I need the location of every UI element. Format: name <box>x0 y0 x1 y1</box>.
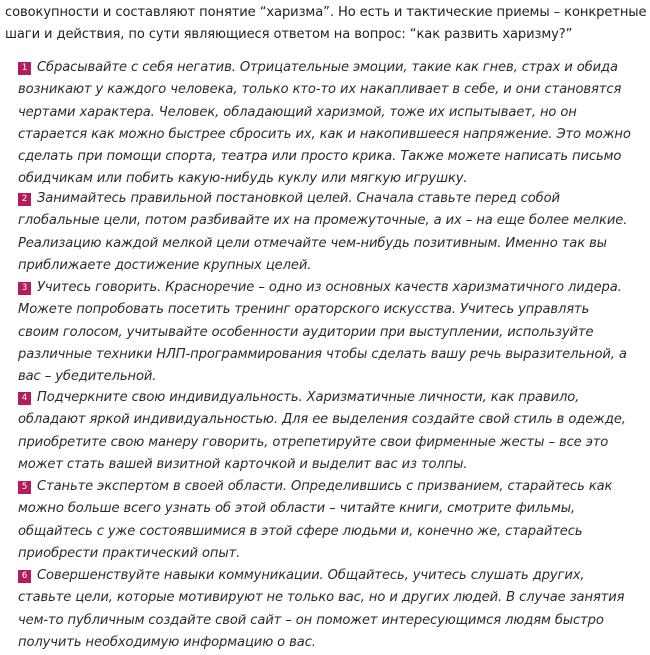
tip-line <box>18 476 643 498</box>
tip-line: можно больше всего узнать об этой области – читайте книги, смотрите фильмы, <box>18 501 576 517</box>
tip-line: сделать при помощи спорта, театра или просто крика. Также можете написать письмо <box>18 149 622 165</box>
tip-line: чертами характера. Человек, обладающий харизмой, тоже их испытывает, но он <box>18 104 577 120</box>
tip-line: ставьте цели, которые мотивируют не только вас, но и других людей. В случае занятия <box>18 590 625 606</box>
tip-line <box>18 565 643 587</box>
tip-line: глобальные цели, потом разбивайте их на промежуточные, а их – на еще более мелкие. <box>18 213 628 229</box>
tip-line: своим голосом, учитывайте особенности аудитории при выступлении, используйте <box>18 324 594 340</box>
tip-line: может стать вашей визитной карточкой и выделит вас из толпы. <box>18 456 468 472</box>
number-badge: 2 <box>18 193 31 206</box>
tip-line: Реализацию каждой мелкой цели отмечайте чем-нибудь позитивным. Именно так вы <box>18 235 607 251</box>
tip-line: получить необходимую информацию о вас. <box>18 634 316 650</box>
tip-line: вас – убедительной. <box>18 369 157 385</box>
tip-text: Совершенствуйте навыки коммуникации. Общайтесь, учитесь слушать других, <box>37 568 585 583</box>
tip-line: старается как можно быстрее сбросить их, как и накопившееся напряжение. Это можно <box>18 126 631 142</box>
tip-line: общайтесь с уже состоявшимися в этой сфере людьми и, конечно же, старайтесь <box>18 523 583 539</box>
tip-line <box>18 57 643 79</box>
tip-text: Учитесь говорить. Красноречие – одно из основных качеств харизматичного лидера. <box>37 280 622 295</box>
tip-6 <box>18 565 643 654</box>
number-badge: 1 <box>18 62 31 75</box>
tip-line: приобретите свою манеру говорить, отрепетируйте свои фирменные жесты – все это <box>18 434 609 450</box>
number-badge: 3 <box>18 282 31 295</box>
tip-line: Можете попробовать посетить тренинг ораторского искусства. Учитесь управлять <box>18 302 590 318</box>
tip-text: Занимайтесь правильной постановкой целей. Сначала ставьте перед собой <box>37 191 560 206</box>
tip-line <box>18 277 643 299</box>
tip-line: обидчикам или побить какую-нибудь куклу или мягкую игрушку. <box>18 171 468 187</box>
number-badge: 6 <box>18 570 31 583</box>
tip-2 <box>18 188 643 277</box>
tip-line: чем-то публичным создайте свой сайт – он поможет интересующимся людям быстро <box>18 612 604 628</box>
number-badge: 4 <box>18 392 31 405</box>
tip-text: Станьте экспертом в своей области. Определившись с призванием, старайтесь как <box>37 479 613 494</box>
tip-line: возникают у каждого человека, только кто-то их накапливает в себе, и они становятся <box>18 82 622 98</box>
tip-line <box>18 387 643 409</box>
tip-3 <box>18 277 643 388</box>
tip-1 <box>18 57 643 191</box>
intro-line: совокупности и составляют понятие “харизма”. Но есть и тактические приемы – конкретные <box>5 5 647 20</box>
tip-line: обладают яркой индивидуальностью. Для ее выделения создайте свой стиль в одежде, <box>18 412 626 428</box>
tip-4 <box>18 387 643 476</box>
tip-line: различные техники НЛП-программирования чтобы сделать вашу речь выразительной, а <box>18 346 627 362</box>
tip-line <box>18 188 643 210</box>
intro-line: шаги и действия, по сути являющиеся ответом на вопрос: “как развить харизму?” <box>5 27 573 42</box>
tip-text: Подчеркните свою индивидуальность. Харизматичные личности, как правило, <box>37 390 580 405</box>
intro-paragraph <box>5 2 645 46</box>
tip-line: приближаете достижение крупных целей. <box>18 257 312 273</box>
tip-5 <box>18 476 643 565</box>
tip-text: Сбрасывайте с себя негатив. Отрицательные эмоции, такие как гнев, страх и обида <box>37 60 618 75</box>
tip-line: приобрести практический опыт. <box>18 545 241 561</box>
number-badge: 5 <box>18 481 31 494</box>
